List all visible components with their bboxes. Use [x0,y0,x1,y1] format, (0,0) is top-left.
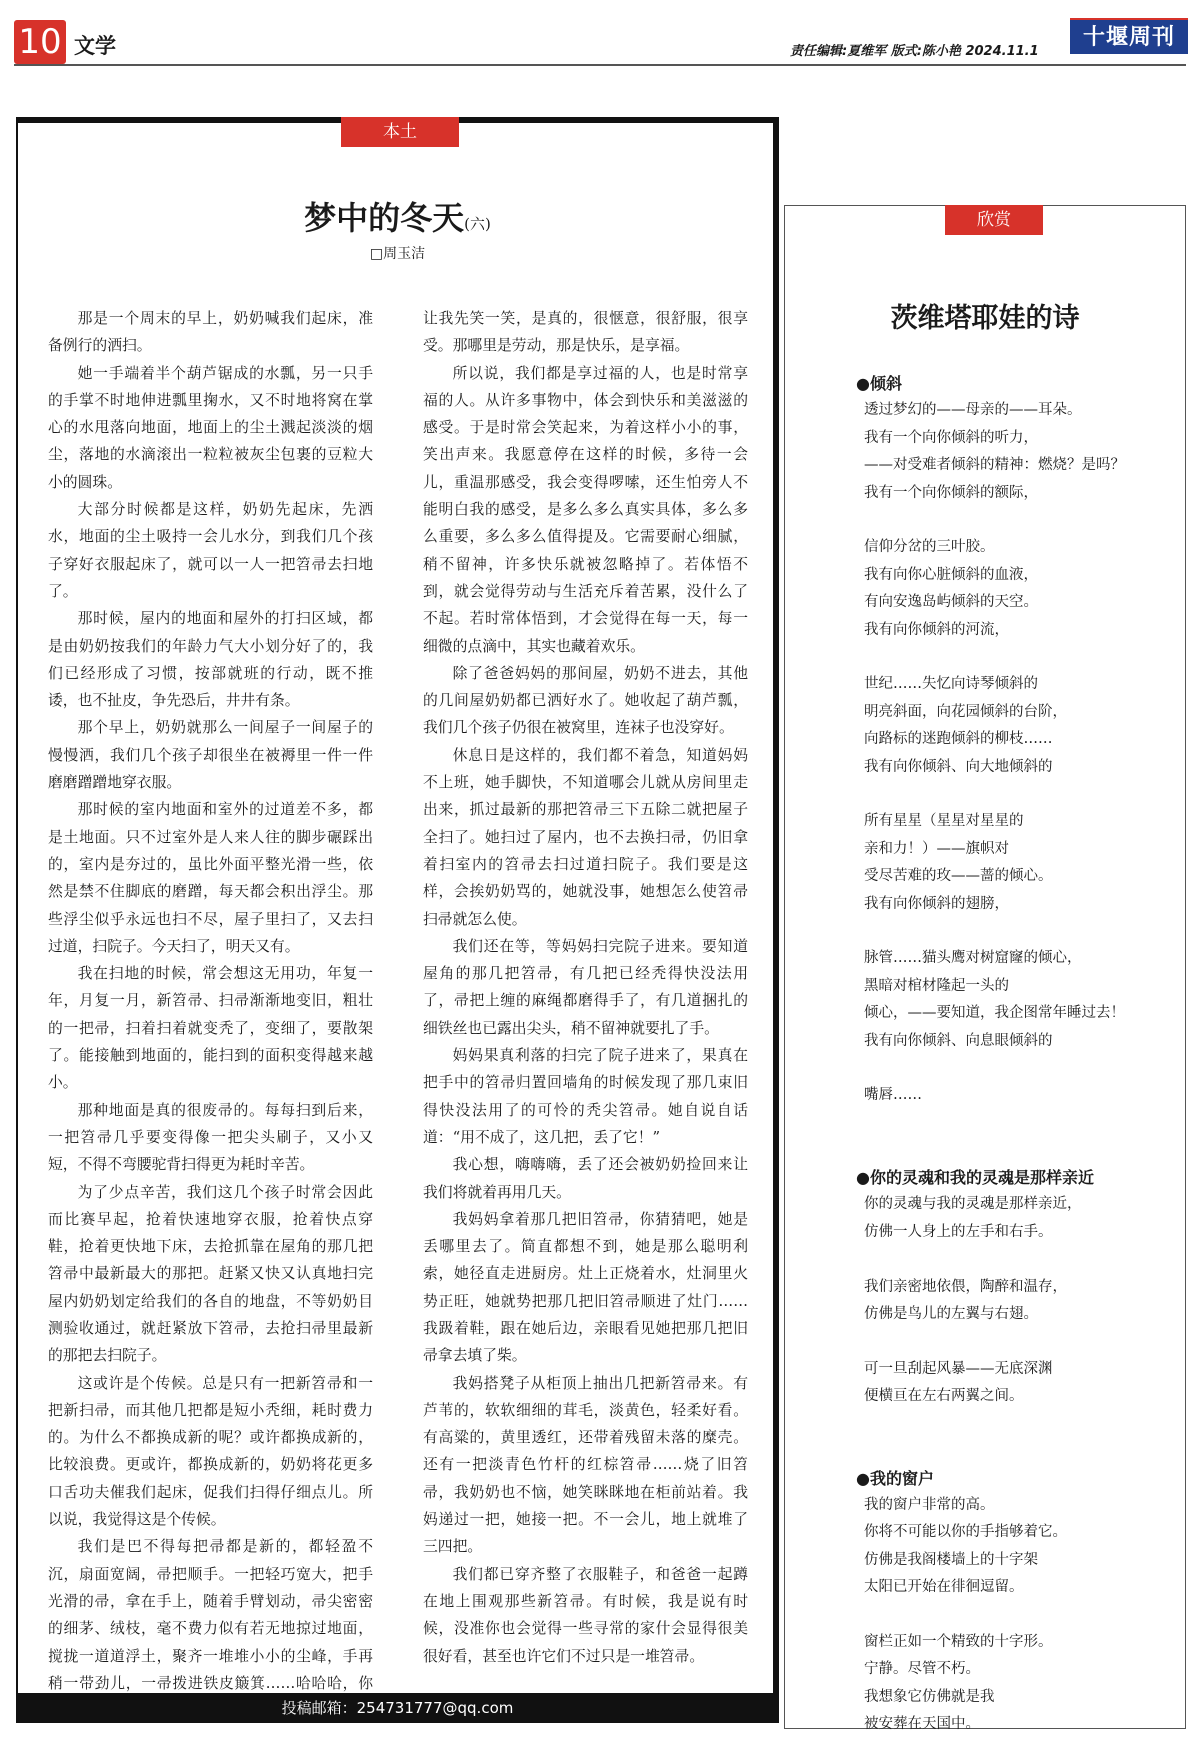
article-author: □周玉洁 [369,246,426,262]
paragraph: 为了少点辛苦，我们这几个孩子时常会因此而比赛早起，抢着快速地穿衣服，抢着快点穿鞋，抢着更快地下床，去抢抓靠在屋角的那几把笤帚中最新最大的那把。赶紧又快又认真地扫完屋内奶奶划定给我们的各自的地盘，不等奶奶目测验收通过，就赶紧放下笤帚，去抢扫帚里最新的那把去扫院子。 [48,1183,373,1365]
poem-line: 我有向你倾斜的翅膀， [864,895,1009,912]
paragraph: 妈妈果真利落的扫完了院子进来了，果真在把手中的笤帚归置回墙角的时候发现了那几束旧得快没法用了的可怜的秃尖笤帚。她自说自话道：“用不成了，这几把，丢了它！” [423,1047,748,1146]
article-title [16,193,779,239]
paragraph: 我们还在等，等妈妈扫完院子进来。要知道屋角的那几把笤帚，有几把已经秃得快没法用了，帚把上缠的麻绳都磨得手了，有几道捆扎的细铁丝也已露出尖头，稍不留神就要扎了手。 [423,937,748,1037]
poem-line: 便横亘在左右两翼之间。 [864,1388,1024,1405]
poem-line: 黑暗对棺材隆起一头的 [864,977,1009,994]
poems-title: 茨维塔耶娃的诗 [890,303,1080,334]
editor-credits: 责任编辑:夏维军 版式:陈小艳 2024.11.1 [790,44,1039,59]
poem-line: 亲和力！）——旗帜对 [864,840,1009,857]
article-title-text: 梦中的冬天 [304,199,465,237]
paragraph: 我们是巴不得每把帚都是新的，都轻盈不沉，扇面宽阔，帚把顺手。一把轻巧宽大，把手光滑的帚，拿在手上，随着手臂划动，帚尖密密的细茅、绒枝，毫不费力似有若无地掠过地面，搅拢一道道浮土，聚齐一堆堆小小的尘峰，手再稍一带劲儿，一帚拨进铁皮簸箕……哈哈哈，你 [48,1538,373,1692]
poem-line: 向路标的迷跑倾斜的柳枝…… [864,731,1053,748]
poem-line: 我的窗户非常的高。 [864,1496,995,1513]
paragraph: 我妈妈拿着那几把旧笤帚，你猜猜吧，她是丢哪里去了。简直都想不到，她是那么聪明利索，她径直走进厨房。灶上正烧着水，灶洞里火势正旺，她就势把那几把旧笤帚顺进了灶门……我趿着鞋，跟在她后边，亲眼看见她把那几把旧帚拿去填了柴。 [423,1210,748,1365]
poem-title: ●你的灵魂和我的灵魂是那样亲近 [856,1167,1094,1187]
paragraph: 除了爸爸妈妈的那间屋，奶奶不进去，其他的几间屋奶奶都已洒好水了。她收起了葫芦瓢，我们几个孩子仍很在被窝里，连袜子也没穿好。 [423,664,748,737]
poem-line: 你的灵魂与我的灵魂是那样亲近， [864,1196,1082,1213]
article-column-1 [48,305,373,1724]
paragraph: 休息日是这样的，我们都不着急，知道妈妈不上班，她手脚快，不知道哪会儿就从房间里走出来，抓过最新的那把笤帚三下五除二就把屋子全扫了。她扫过了屋内，也不去换扫帚，仍旧拿着扫室内的笤帚去扫过道扫院子。我们要是这样，会挨奶奶骂的，她就没事，她想怎么使笤帚扫帚就怎么使。 [423,746,748,928]
poem-line: 仿佛是鸟儿的左翼与右翅。 [864,1305,1038,1322]
poem-line: 我有向你倾斜的河流， [864,621,1009,638]
column-tag-local: 本土 [341,117,459,147]
poem-line: 我有向你心脏倾斜的血液， [864,566,1038,583]
paragraph: 我妈搭凳子从柜顶上抽出几把新笤帚来。有芦苇的，软软细细的茸毛，淡黄色，轻柔好看。有高粱的，黄里透红，还带着残留未落的糜壳。还有一把淡青色竹杆的红棕笤帚……烧了旧笤帚，我奶奶也不恼，她笑眯眯地在柜前站着。我妈递过一把，她接一把。不一会儿，地上就堆了三四把。 [423,1374,748,1556]
article-column-2 [423,305,748,1670]
paragraph: 我心想，嗨嗨嗨，丢了还会被奶奶捡回来让我们将就着再用几天。 [423,1156,748,1201]
poem-line: 信仰分岔的三叶胶。 [864,539,995,556]
poem-line: 嘴唇…… [864,1087,922,1104]
paragraph: 我在扫地的时候，常会想这无用功，年复一年，月复一月，新笤帚、扫帚渐渐地变旧，粗壮的一把帚，扫着扫着就变秃了，变细了，要散架了。能接触到地面的，能扫到的面积变得越来越小。 [48,965,373,1092]
poems-body [856,370,1184,1739]
poem-title: ●倾斜 [856,374,902,393]
poem-line: 我有一个向你倾斜的额际， [864,484,1038,501]
paragraph: 大部分时候都是这样，奶奶先起床，先洒水，地面的尘土吸持一会儿水分，到我们几个孩子穿好衣服起床了，就可以一人一把笤帚去扫地了。 [48,501,373,600]
column-tag-appreciation: 欣赏 [945,205,1043,235]
paragraph: 这或许是个传候。总是只有一把新笤帚和一把新扫帚，而其他几把都是短小秃细，耗时费力的。为什么不都换成新的呢？或许都换成新的，比较浪费。更或许，都换成新的，奶奶将花更多口舌功夫催我们起床，促我们扫得仔细点儿。所以说，我觉得这是个传候。 [48,1374,373,1529]
poem-line: 我有向你倾斜、向大地倾斜的 [864,758,1053,775]
poem-line: 仿佛一人身上的左手和右手。 [864,1223,1053,1240]
paragraph: 我们都已穿齐整了衣服鞋子，和爸爸一起蹲在地上围观那些新笤帚。有时候，我是说有时候，没准你也会觉得一些寻常的家什会显得很美很好看，甚至也许它们不过只是一堆笤帚。 [423,1565,748,1665]
poem-line: 仿佛是我阁楼墙上的十字架 [864,1551,1038,1568]
submission-email: 投稿邮箱：254731777@qq.com [16,1693,779,1723]
poem-line: 有向安逸岛屿倾斜的天空。 [864,594,1038,611]
poem-line: 宁静。尽管不朽。 [864,1661,980,1678]
poem-line: 透过梦幻的——母亲的——耳朵。 [864,402,1082,419]
paragraph: 让我先笑一笑，是真的，很惬意，很舒服，很享受。那哪里是劳动，那是快乐，是享福。 [423,310,748,355]
poem-line: 可一旦刮起风暴——无底深渊 [864,1360,1053,1377]
article-title-part: (六) [464,215,491,233]
paragraph: 她一手端着半个葫芦锯成的水瓢，另一只手的手掌不时地伸进瓢里掬水，又不时地将窝在掌心的水甩落向地面，地面上的尘土溅起淡淡的烟尘，落地的水滴滚出一粒粒被灰尘包裹的豆粒大小的圆珠。 [48,364,373,491]
poem-line: 受尽苦难的玫——蔷的倾心。 [864,868,1053,885]
paragraph: 那是一个周末的早上，奶奶喊我们起床，准备例行的洒扫。 [48,310,373,355]
header-rule [14,64,1186,66]
poem-line: 明亮斜面，向花园倾斜的台阶， [864,703,1067,720]
poem-line: 太阳已开始在徘徊逗留。 [864,1579,1024,1596]
paragraph: 那时候，屋内的地面和屋外的打扫区域，都是由奶奶按我们的年龄力气大小划分好了的，我们已经形成了习惯，按部就班的行动，既不推诿，也不扯皮，争先恐后，井井有条。 [48,610,373,710]
poem-line: 脉管……猫头鹰对树窟窿的倾心， [864,950,1082,967]
paragraph: 那个早上，奶奶就那么一间屋子一间屋子的慢慢洒，我们几个孩子却很坐在被褥里一件一件磨磨蹭蹭地穿衣服。 [48,719,373,792]
poem-line: 我们亲密地依偎，陶醉和温存， [864,1278,1067,1295]
poem-line: 所有星星（星星对星星的 [864,813,1024,830]
paragraph: 那时候的室内地面和室外的过道差不多，都是土地面。只不过室外是人来人往的脚步碾踩出的，室内是夯过的，虽比外面平整光滑一些，依然是禁不住脚底的磨蹭，每天都会积出浮尘。那些浮尘似乎永远也扫不尽，屋子里扫了，又去扫过道，扫院子。今天扫了，明天又有。 [48,801,373,955]
paragraph: 那种地面是真的很废帚的。每每扫到后来，一把笤帚几乎要变得像一把尖头刷子，又小又短，不得不弯腰驼背扫得更为耗时辛苦。 [48,1101,373,1174]
poem-line: 世纪……失忆向诗琴倾斜的 [864,676,1038,693]
paragraph: 所以说，我们都是享过福的人，也是时常享福的人。从许多事物中，体会到快乐和美滋滋的感受。于是时常会笑起来，为着这样小小的事，笑出声来。我愿意停在这样的时候，多待一会儿，重温那感受，我会变得啰嗦，还生怕旁人不能明白我的感受，是多么多么真实具体，多么多么重要，多么多么值得提及。它需要耐心细腻，稍不留神，许多快乐就被忽略掉了。若体悟不到，就会觉得劳动与生活充斥着苦累，没什么了不起。若时常体悟到，才会觉得在每一天，每一细微的点滴中，其实也藏着欢乐。 [423,364,748,655]
brand-logo: 十堰周刊 [1070,20,1188,54]
poem-line: 我有一个向你倾斜的听力， [864,429,1038,446]
page-number: 10 [14,20,66,64]
poem-line: 倾心，——要知道，我企图常年睡过去！ [864,1005,1125,1022]
poem-line: ——对受难者倾斜的精神：燃烧？是吗？ [864,457,1125,474]
poem-line: 我想象它仿佛就是我 [864,1688,995,1705]
poem-line: 窗栏正如一个精致的十字形。 [864,1633,1053,1650]
poem-line: 你将不可能以你的手指够着它。 [864,1524,1067,1541]
poem-line: 被安葬在天国中。 [864,1716,980,1733]
poem-title: ●我的窗户 [856,1468,934,1488]
section-name: 文学 [74,34,116,58]
poem-line: 我有向你倾斜、向息眼倾斜的 [864,1032,1053,1049]
